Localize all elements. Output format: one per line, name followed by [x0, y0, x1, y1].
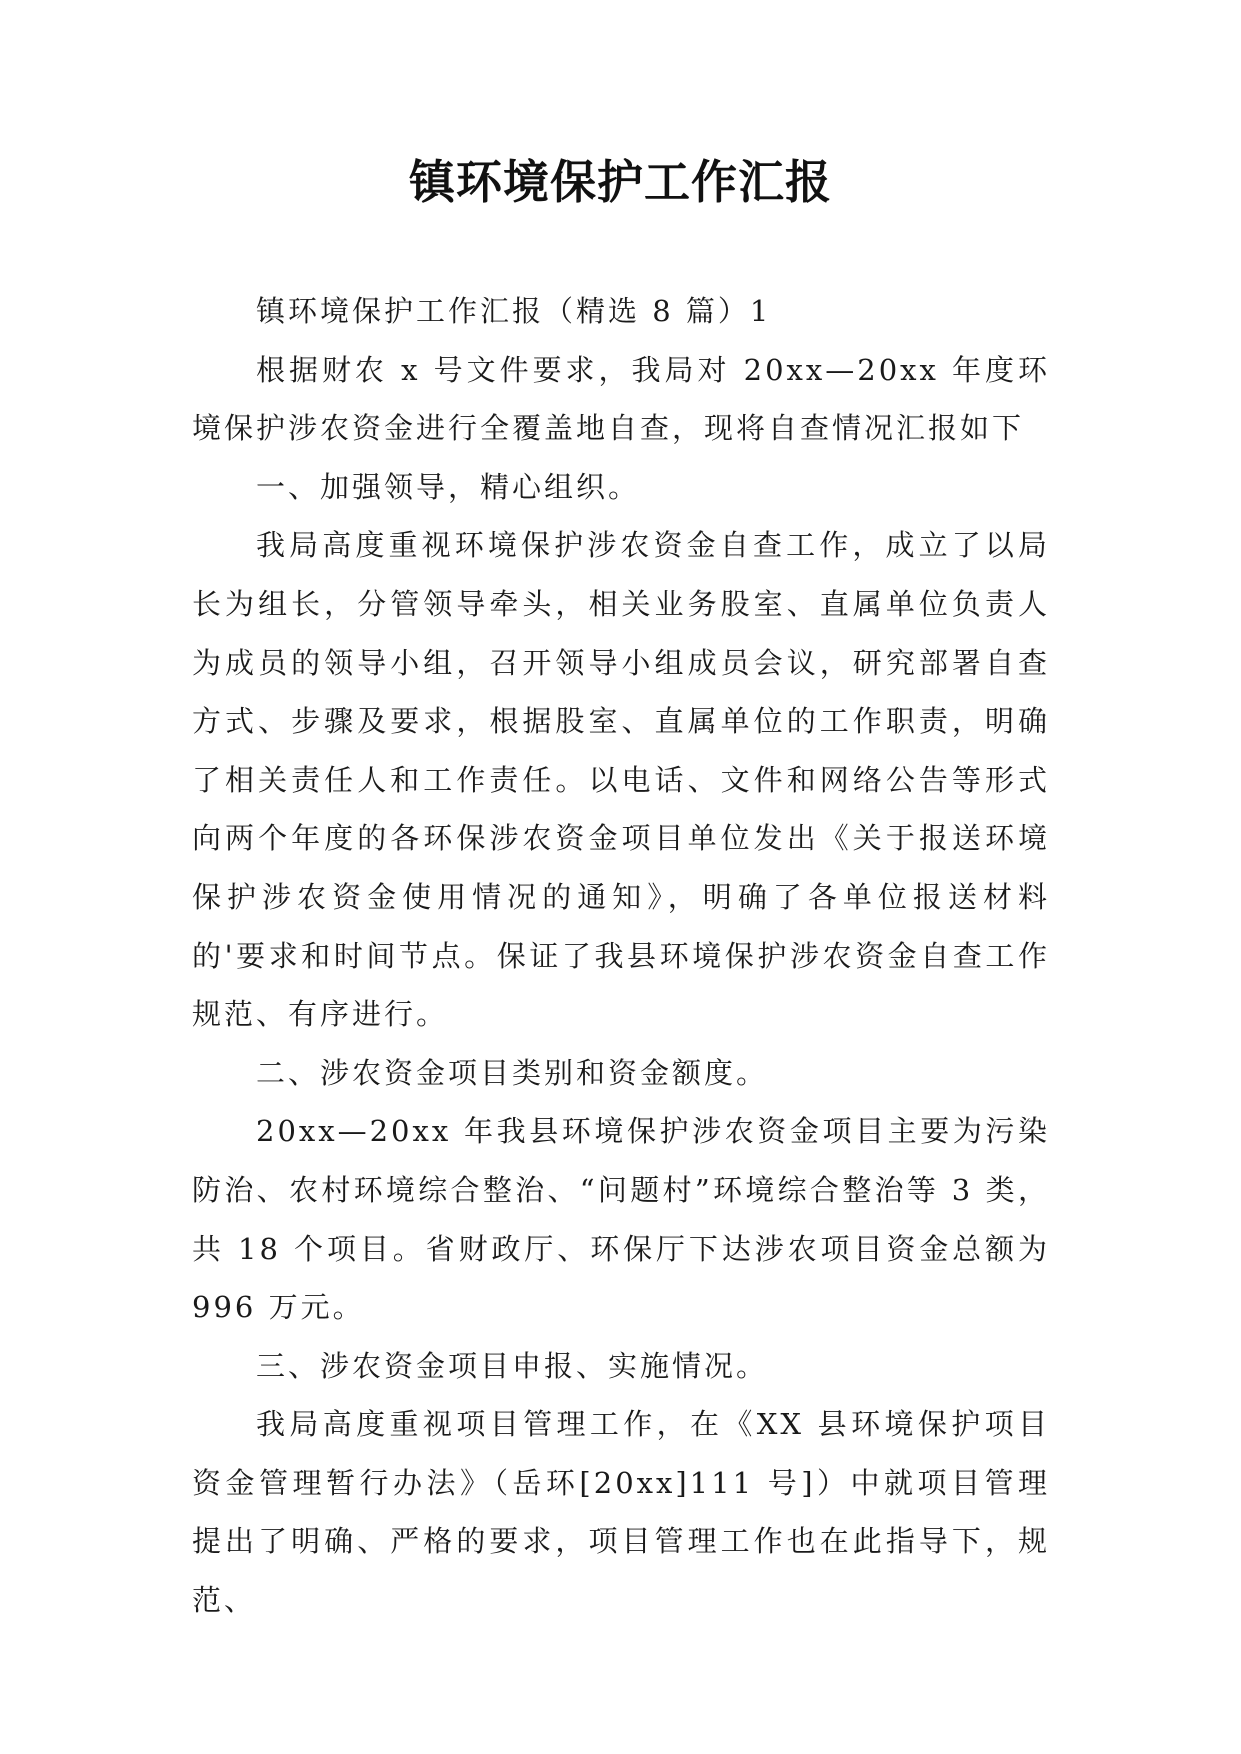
paragraph-section-3: 我局高度重视项目管理工作，在《XX 县环境保护项目资金管理暂行办法》（岳环[20xx]111 号]）中就项目管理提出了明确、严格的要求，项目管理工作也在此指导下，规范、 [192, 1407, 1050, 1618]
document-body [192, 282, 1050, 1630]
document-title: 镇环境保护工作汇报 [409, 155, 832, 209]
section-heading-2: 二、涉农资金项目类别和资金额度。 [256, 1055, 769, 1090]
paragraph-section-1: 我局高度重视环境保护涉农资金自查工作，成立了以局长为组长，分管领导牵头，相关业务股室、直属单位负责人为成员的领导小组，召开领导小组成员会议，研究部署自查方式、步骤及要求，根据股室、直属单位的工作职责，明确了相关责任人和工作责任。以电话、文件和网络公告等形式向两个年度的各环保涉农资金项目单位发出《关于报送环境保护涉农资金使用情况的通知》，明确了各单位报送材料的'要求和时间节点。保证了我县环境保护涉农资金自查工作规范、有序进行。 [192, 528, 1050, 1032]
section-heading-3: 三、涉农资金项目申报、实施情况。 [256, 1348, 769, 1383]
paragraph-intro-heading: 镇环境保护工作汇报（精选 8 篇）1 [256, 294, 772, 328]
paragraph-section-2: 20xx—20xx 年我县环境保护涉农资金项目主要为污染防治、农村环境综合整治、“问题村”环境综合整治等 3 类，共 18 个项目。省财政厅、环保厅下达涉农项目资金总额为 996 万元。 [192, 1114, 1050, 1325]
paragraph-intro: 根据财农 x 号文件要求，我局对 20xx—20xx 年度环境保护涉农资金进行全覆盖地自查，现将自查情况汇报如下 [192, 352, 1050, 446]
section-heading-1: 一、加强领导，精心组织。 [256, 469, 641, 504]
